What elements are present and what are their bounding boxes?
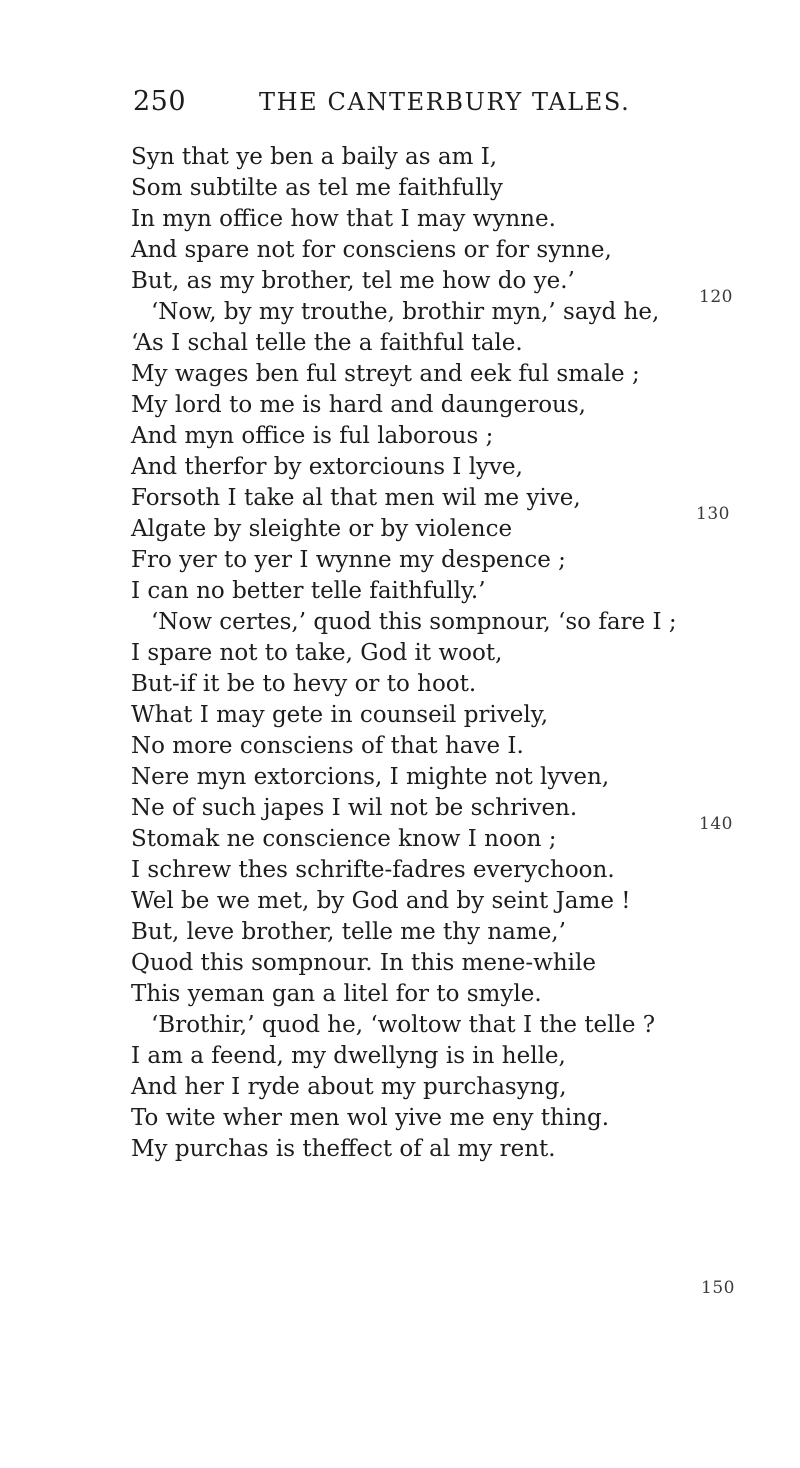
poem-line: And spare not for consciens or for synne, [131,237,612,263]
poem-text [131,142,735,1298]
poem-line: Syn that ye ben a baily as am I, [131,144,498,170]
poem-line: Wel be we met, by God and by seint Jame ! [131,888,631,914]
poem-line: Algate by sleighte or by violence [131,516,513,542]
poem-line: Forsoth I take al that men wil me yive, [131,485,581,511]
poem-line: Nere myn extorcions, I mighte not lyven, [131,764,610,790]
running-title: THE CANTERBURY TALES. [259,88,631,116]
poem-line: What I may gete in counseil prively, [131,702,548,728]
poem-line: I am a feend, my dwellyng is in helle, [131,1043,566,1069]
poem-line: And her I ryde about my purchasyng, [131,1074,567,1100]
poem-line: And myn office is ful laborous ; [131,423,494,449]
poem-line: This yeman gan a litel for to smyle. [131,981,542,1007]
poem-line: My purchas is theffect of al my rent. [131,1136,556,1162]
poem-line: I can no better telle faithfully.’ [131,578,486,604]
poem-line: Quod this sompnour. In this mene-while [131,950,596,976]
poem-line: And therfor by extorciouns I lyve, [131,454,523,480]
line-number-140: 140 [699,814,733,834]
poem-line: I schrew thes schrifte-fadres everychoon. [131,857,615,883]
poem-line: My lord to me is hard and daungerous, [131,392,586,418]
line-number-120: 120 [699,287,733,307]
poem-line: Fro yer to yer I wynne my despence ; [131,547,566,573]
page-number: 250 [133,86,187,117]
poem-line: No more consciens of that have I. [131,733,524,759]
poem-line: ‘Now, by my trouthe, brothir myn,’ sayd he, [151,299,660,325]
poem-line: My wages ben ful streyt and eek ful smale ; [131,361,640,387]
page-header [133,86,653,130]
poem-line: I spare not to take, God it woot, [131,640,503,666]
poem-line: Som subtilte as tel me faithfully [131,175,503,201]
poem-line: ‘As I schal telle the a faithful tale. [131,330,523,356]
line-number-150: 150 [701,1278,735,1298]
poem-line: But, leve brother, telle me thy name,’ [131,919,566,945]
poem-line: Ne of such japes I wil not be schriven. [131,795,578,821]
poem-line: ‘Now certes,’ quod this sompnour, ‘so fare I ; [151,609,677,635]
poem-line: ‘Brothir,’ quod he, ‘woltow that I the telle ? [151,1012,656,1038]
poem-line: But-if it be to hevy or to hoot. [131,671,477,697]
poem-line: To wite wher men wol yive me eny thing. [131,1105,610,1131]
poem-line: In myn office how that I may wynne. [131,206,556,232]
poem-line: Stomak ne conscience know I noon ; [131,826,557,852]
line-number-130: 130 [696,504,730,524]
poem-line: But, as my brother, tel me how do ye.’ [131,268,575,294]
